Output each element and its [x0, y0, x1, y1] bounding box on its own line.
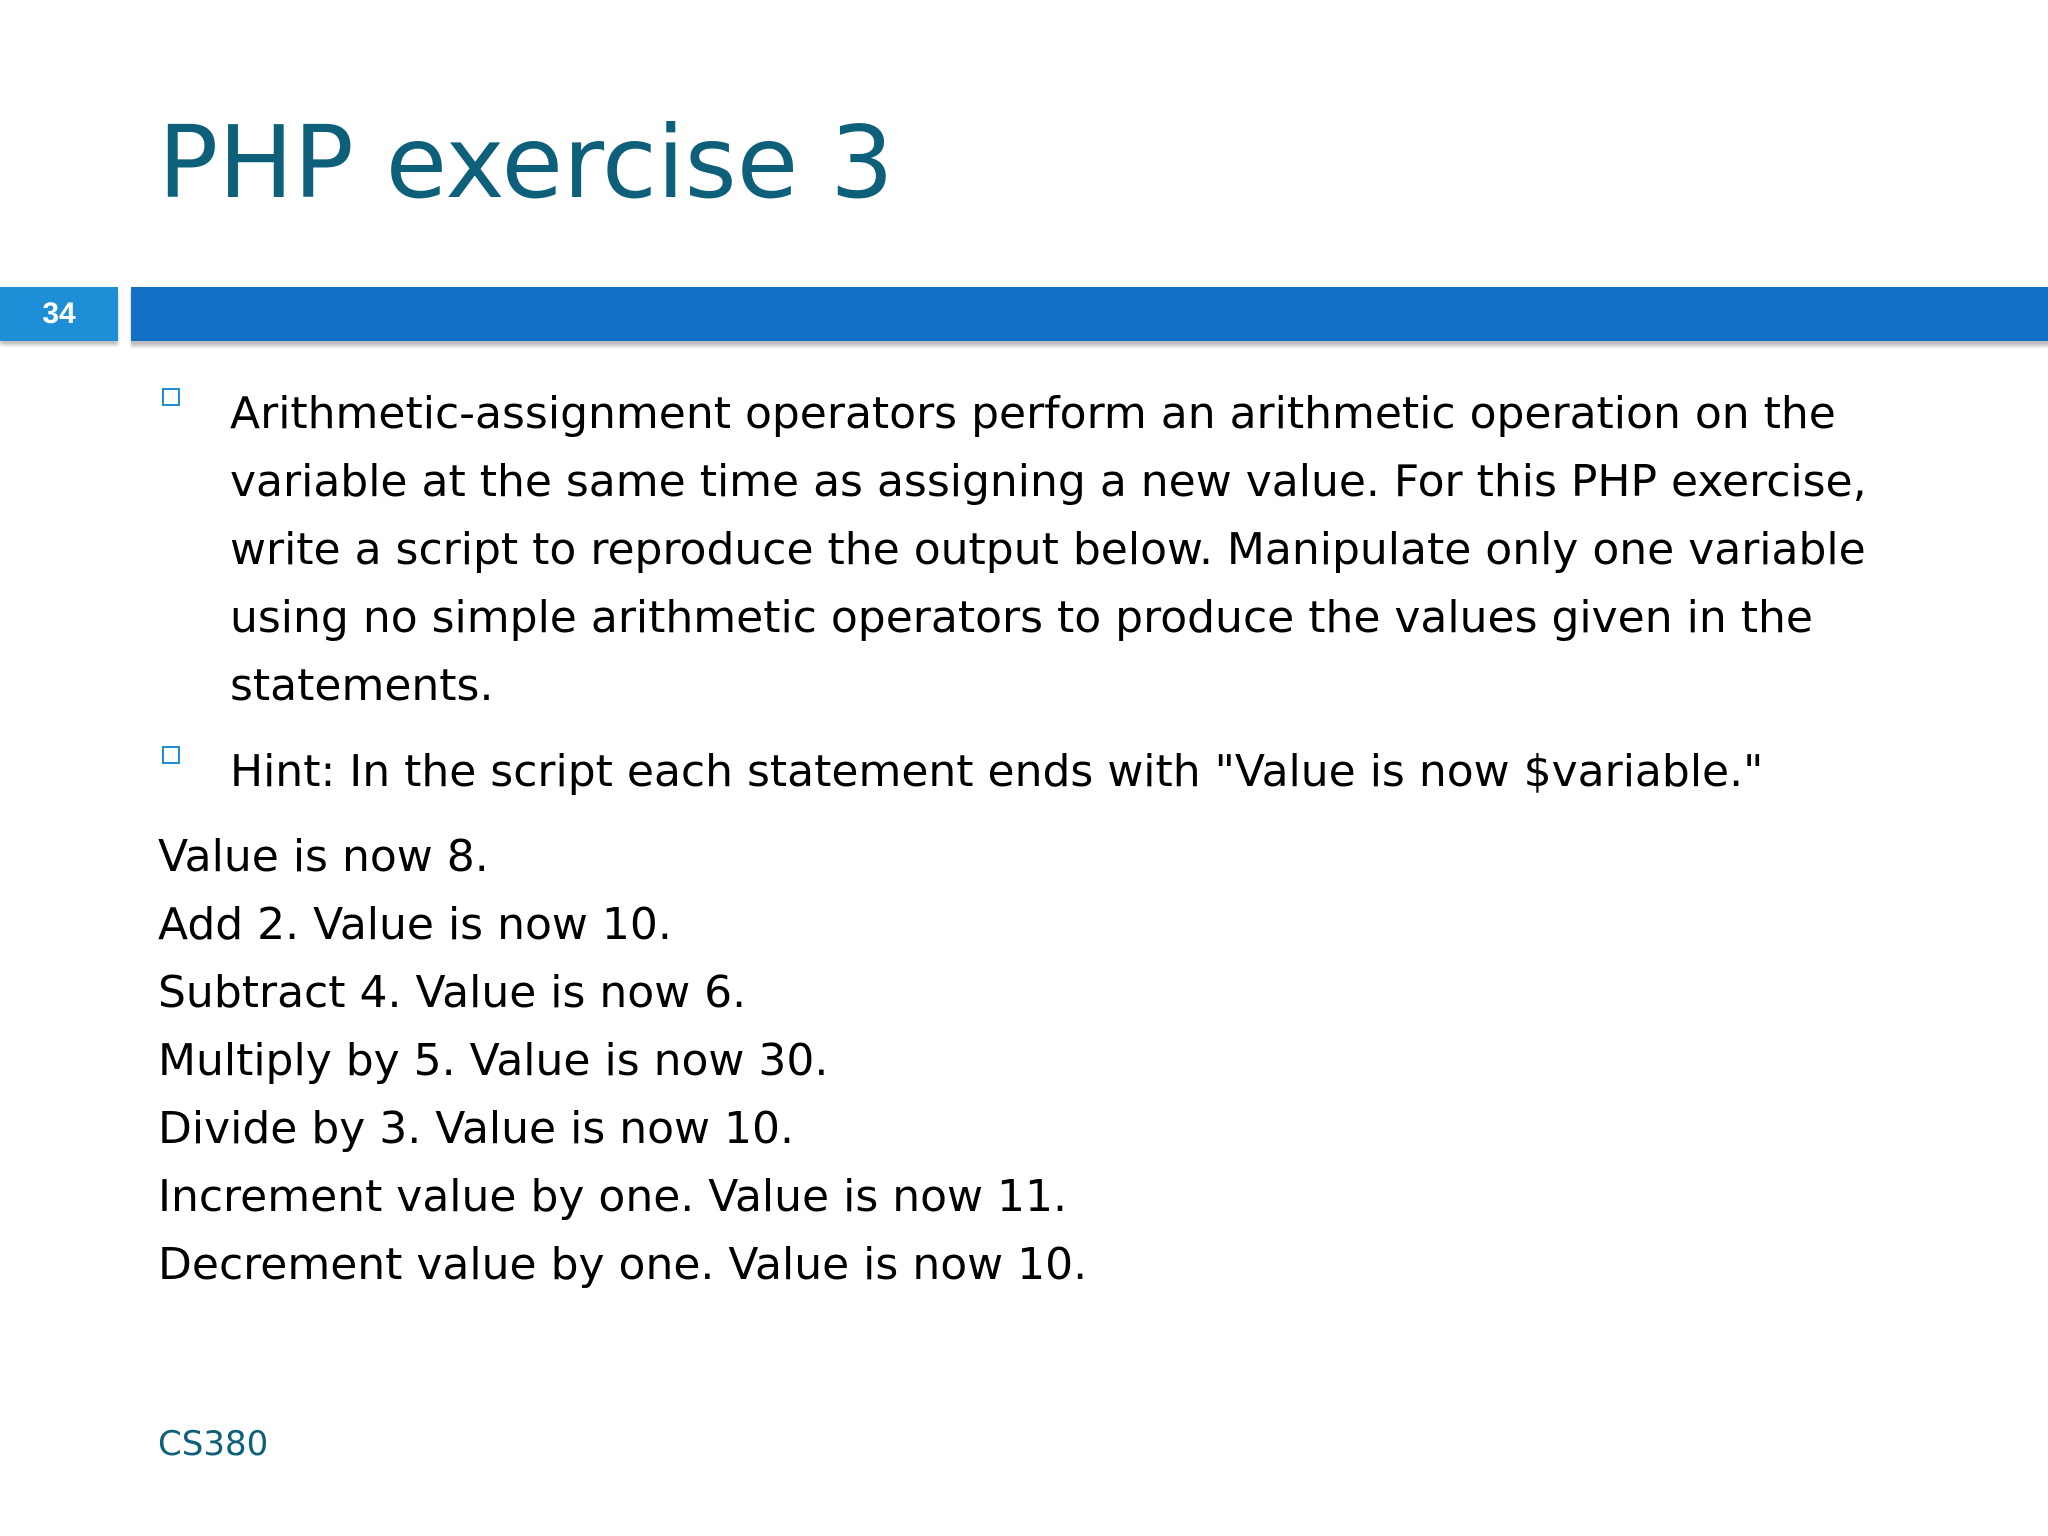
- expected-output-list: [158, 823, 1087, 1299]
- output-line: Value is now 8.: [158, 831, 489, 882]
- header-rule-shadow: [131, 341, 2048, 349]
- hollow-square-bullet-icon: [162, 388, 180, 406]
- bullet-list: [158, 380, 1938, 824]
- hollow-square-bullet-icon: [162, 746, 180, 764]
- footer-course-code: CS380: [158, 1424, 269, 1464]
- output-line: Decrement value by one. Value is now 10.: [158, 1239, 1088, 1290]
- bullet-text: Hint: In the script each statement ends with "Value is now $variable.": [230, 746, 1764, 797]
- output-line: Increment value by one. Value is now 11.: [158, 1171, 1067, 1222]
- header-rule-bar: [131, 287, 2048, 341]
- bullet-item: [158, 380, 1938, 720]
- bullet-text: Arithmetic-assignment operators perform an arithmetic operation on the variable at the same time as assigning a new value. For this PHP exercise, write a script to reproduce the output below. Manipulate only one variable using no simple arithmetic operators to produce the values given in the statements.: [230, 388, 1867, 711]
- output-line: Multiply by 5. Value is now 30.: [158, 1035, 829, 1086]
- slide-number-badge: [0, 287, 118, 341]
- slide-title: PHP exercise 3: [158, 104, 894, 221]
- output-line: Subtract 4. Value is now 6.: [158, 967, 747, 1018]
- output-line: Divide by 3. Value is now 10.: [158, 1103, 794, 1154]
- output-line: Add 2. Value is now 10.: [158, 899, 672, 950]
- slide-number: 34: [42, 297, 76, 330]
- bullet-item: [158, 738, 1938, 806]
